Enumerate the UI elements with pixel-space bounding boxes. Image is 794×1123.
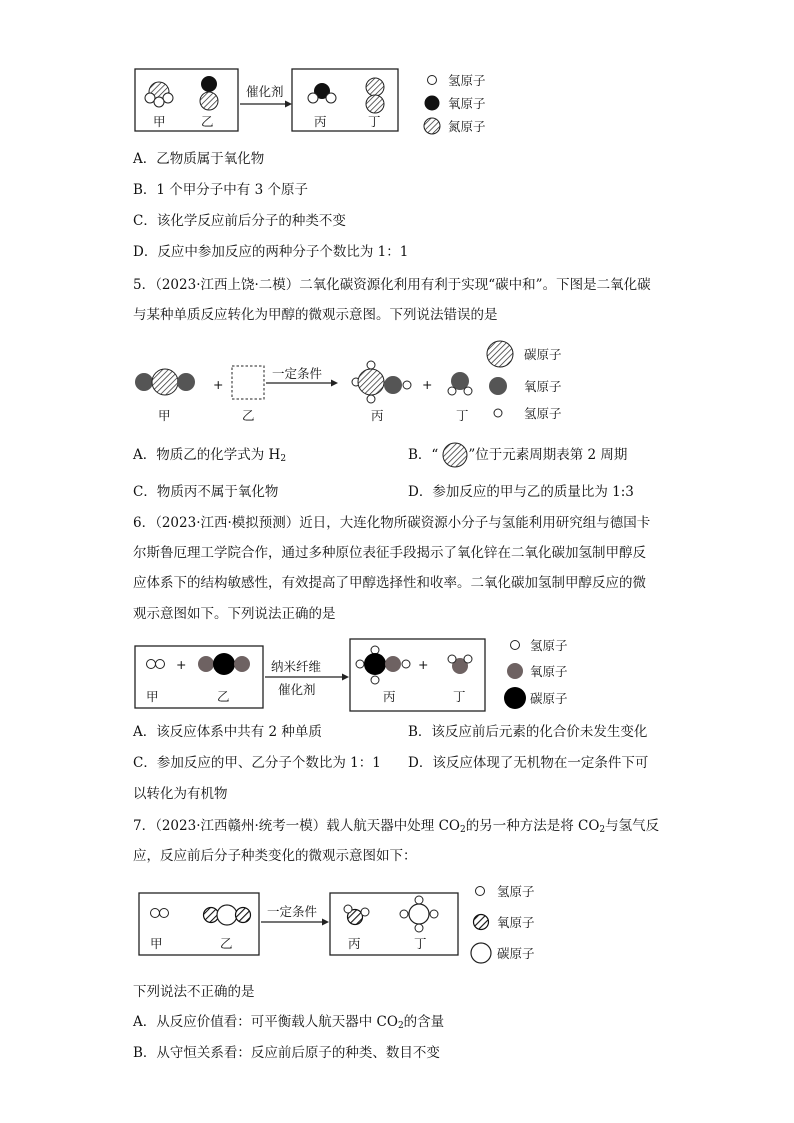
q5-option-d: D．参加反应的甲与乙的质量比为 1:3 — [408, 484, 634, 500]
q5-legend-oxygen: 氧原子 — [524, 379, 562, 394]
q6-label-jia: 甲 — [146, 689, 159, 704]
q4-option-b: B．1 个甲分子中有 3 个原子 — [133, 182, 308, 198]
q5-label-bing: 丙 — [371, 408, 384, 423]
q4-legend-nitrogen: 氮原子 — [448, 119, 486, 134]
q4-label-ding: 丁 — [368, 114, 381, 129]
q6-plus-2: + — [418, 657, 429, 672]
q7-legend-hydrogen: 氢原子 — [497, 884, 535, 899]
q5-stem-line2: 与某种单质反应转化为甲醇的微观示意图。下列说法错误的是 — [133, 307, 498, 323]
q6-option-c: C．参加反应的甲、乙分子个数比为 1：1 — [133, 755, 381, 771]
q7-stem-line1 — [133, 817, 659, 835]
q7-option-a-prefix: A．从反应价值看：可平衡载人航天器中 CO — [133, 1014, 398, 1030]
q7-arrow-text: 一定条件 — [267, 904, 318, 919]
q6-molecule-bing — [356, 646, 410, 684]
q7-molecule-bing — [344, 905, 369, 925]
q6-option-b: B．该反应前后元素的化合价未发生变化 — [408, 724, 648, 740]
q4-molecule-yi — [200, 76, 218, 110]
q6-stem-line4: 观示意图如下。下列说法正确的是 — [133, 606, 336, 622]
q7-stem-part-b: 的另一种方法是将 CO — [465, 818, 600, 834]
q7-molecule-yi — [204, 905, 251, 925]
q6-arrow-text-2: 催化剂 — [278, 682, 316, 697]
q4-diagram — [135, 69, 486, 134]
q7-stem-sub-2: 2 — [599, 825, 606, 835]
q5-option-a-text: A．物质乙的化学式为 H — [133, 447, 281, 463]
q5-plus-1: + — [213, 377, 224, 392]
q5-option-b — [408, 446, 627, 464]
q5-arrow-text: 一定条件 — [272, 366, 323, 381]
q4-option-d: D．反应中参加反应的两种分子个数比为 1：1 — [133, 244, 409, 260]
q5-diagram — [135, 341, 562, 423]
q7-legend-oxygen: 氧原子 — [497, 915, 535, 930]
q6-legend-carbon: 碳原子 — [530, 691, 568, 706]
q7-stem-sub-1: 2 — [459, 825, 466, 835]
q6-option-d-line1: D．该反应体现了无机物在一定条件下可 — [408, 755, 649, 771]
q4-molecule-jia — [145, 82, 173, 107]
q5-unknown-box — [232, 366, 264, 399]
q5-label-ding: 丁 — [456, 408, 469, 423]
q6-stem-line1: 6．（2023·江西·模拟预测）近日，大连化物所碳资源小分子与氢能利用研究组与德国卡 — [133, 515, 651, 531]
q6-legend-hydrogen: 氢原子 — [530, 638, 568, 653]
q5-option-b-suffix: ”位于元素周期表第 2 周期 — [468, 447, 628, 463]
q7-label-bing: 丙 — [348, 936, 361, 951]
q5-label-yi: 乙 — [242, 408, 255, 423]
q6-molecule-jia — [147, 660, 165, 669]
q6-label-bing: 丙 — [383, 689, 396, 704]
q5-legend-carbon: 碳原子 — [524, 347, 562, 362]
q6-option-d-line2: 以转化为有机物 — [133, 786, 228, 802]
q6-stem-line2: 尔斯鲁厄理工学院合作，通过多种原位表征手段揭示了氧化锌在二氧化碳加氢制甲醇反 — [133, 545, 646, 561]
q5-option-c: C．物质丙不属于氧化物 — [133, 484, 279, 500]
q4-label-yi: 乙 — [201, 114, 214, 129]
q4-option-a: A．乙物质属于氧化物 — [133, 151, 265, 167]
q5-molecule-jia — [135, 369, 195, 395]
q7-option-a-sub: 2 — [397, 1021, 404, 1031]
q6-label-ding: 丁 — [453, 689, 466, 704]
q5-label-jia: 甲 — [158, 408, 171, 423]
q7-molecule-ding — [400, 896, 438, 932]
q5-option-a — [133, 446, 286, 464]
q5-legend-hydrogen: 氢原子 — [524, 406, 562, 421]
q7-option-a-suffix: 的含量 — [403, 1014, 445, 1030]
q6-plus-1: + — [176, 657, 187, 672]
q5-molecule-bing — [352, 361, 411, 403]
q4-legend-oxygen: 氧原子 — [448, 96, 486, 111]
q6-molecule-yi — [198, 653, 250, 675]
q7-option-a — [133, 1013, 444, 1031]
q7-option-b: B．从守恒关系看：反应前后原子的种类、数目不变 — [133, 1045, 440, 1061]
q4-arrow-text: 催化剂 — [246, 84, 284, 99]
q4-option-c: C．该化学反应前后分子的种类不变 — [133, 213, 346, 229]
q4-legend-hydrogen: 氢原子 — [448, 73, 486, 88]
q4-label-bing: 丙 — [314, 114, 327, 129]
q5-stem-line1: 5．（2023·江西上饶·二模）二氧化碳资源化利用有利于实现“碳中和”。下图是二氧化碳 — [133, 277, 651, 293]
q5-plus-2: + — [422, 377, 433, 392]
q4-label-jia: 甲 — [153, 114, 166, 129]
q7-diagram — [139, 884, 535, 963]
q7-legend-carbon: 碳原子 — [497, 946, 535, 961]
q6-legend-oxygen: 氧原子 — [530, 664, 568, 679]
q6-stem-line3: 应体系下的结构敏感性，有效提高了甲醇选择性和收率。二氧化碳加氢制甲醇反应的微 — [133, 575, 646, 591]
q4-molecule-ding — [366, 78, 384, 113]
q4-molecule-bing — [308, 83, 336, 103]
q6-diagram — [135, 638, 568, 711]
q5-option-b-prefix: B．“ — [408, 447, 439, 463]
q7-stem-line2: 应，反应前后分子种类变化的微观示意图如下： — [133, 848, 417, 864]
q6-arrow-text-1: 纳米纤维 — [271, 659, 322, 674]
q6-option-a: A．该反应体系中共有 2 种单质 — [133, 724, 322, 740]
q7-label-ding: 丁 — [414, 936, 427, 951]
q6-molecule-ding — [448, 655, 472, 674]
q7-label-jia: 甲 — [150, 936, 163, 951]
q7-label-yi: 乙 — [220, 936, 233, 951]
q5-option-a-sub: 2 — [280, 454, 287, 464]
q7-molecule-jia — [151, 909, 169, 918]
q6-label-yi: 乙 — [217, 689, 230, 704]
q7-stem-part-a: 7．（2023·江西赣州·统考一模）载人航天器中处理 CO — [133, 818, 460, 834]
q7-question: 下列说法不正确的是 — [133, 984, 255, 1000]
q7-stem-part-c: 与氢气反 — [605, 818, 660, 834]
q5-molecule-ding — [448, 372, 472, 395]
